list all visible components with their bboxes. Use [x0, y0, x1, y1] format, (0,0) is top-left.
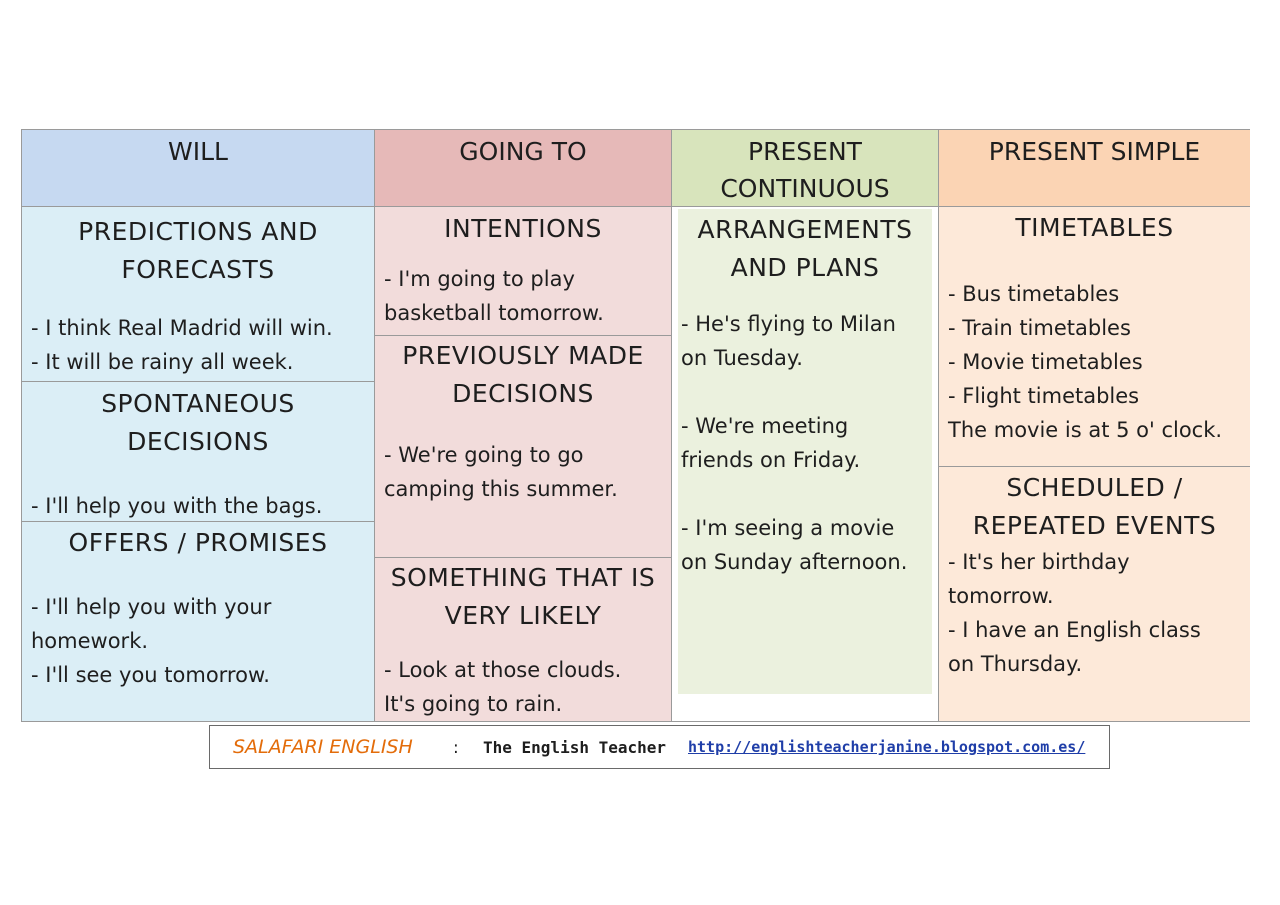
example-line: - I'll see you tomorrow. — [31, 663, 270, 687]
section-title: ARRANGEMENTS AND PLANS — [697, 215, 913, 282]
example-line: - I think Real Madrid will win. — [31, 316, 333, 340]
header-going-to: GOING TO — [375, 130, 671, 207]
example-line: - I have an English class — [948, 618, 1201, 642]
footer-credit — [209, 725, 1110, 769]
section-previously-made — [375, 335, 671, 557]
blog-link[interactable]: http://englishteacherjanine.blogspot.com.es/ — [688, 738, 1086, 756]
example-line: - I'll help you with your — [31, 595, 272, 619]
column-present-continuous — [671, 130, 938, 721]
section-title: SOMETHING THAT IS VERY LIKELY — [390, 563, 656, 630]
example-line: - We're going to go — [384, 443, 584, 467]
example-line: on Thursday. — [948, 652, 1083, 676]
example-line: - It's her birthday — [948, 550, 1130, 574]
example-line: - Train timetables — [948, 316, 1131, 340]
present-continuous-panel — [678, 209, 932, 694]
section-title: SCHEDULED / REPEATED EVENTS — [972, 473, 1217, 540]
example-line: - I'm going to play — [384, 267, 575, 291]
example-line: - I'll help you with the bags. — [31, 494, 323, 518]
brand-name: SALAFARI ENGLISH — [233, 736, 413, 758]
example-line: on Tuesday. — [681, 346, 803, 370]
example-line: - We're meeting — [681, 414, 849, 438]
example-line: homework. — [31, 629, 149, 653]
section-offers-promises — [22, 521, 374, 721]
example-line: The movie is at 5 o' clock. — [948, 418, 1223, 442]
section-title: PREVIOUSLY MADE DECISIONS — [402, 341, 644, 408]
example-line: - It will be rainy all week. — [31, 350, 294, 374]
section-scheduled-events — [939, 466, 1250, 721]
example-line: - I'm seeing a movie — [681, 516, 895, 540]
tenses-table — [21, 129, 1250, 722]
section-spontaneous — [22, 381, 374, 521]
header-present-continuous: PRESENT CONTINUOUS — [672, 130, 938, 207]
example-line: - Movie timetables — [948, 350, 1143, 374]
column-present-simple — [938, 130, 1250, 721]
header-will: WILL — [22, 130, 374, 207]
example-line: friends on Friday. — [681, 448, 861, 472]
section-timetables — [939, 207, 1250, 466]
brand-separator: : — [453, 738, 459, 758]
example-line: tomorrow. — [948, 584, 1054, 608]
section-title: OFFERS / PROMISES — [68, 528, 328, 557]
example-line: basketball tomorrow. — [384, 301, 604, 325]
column-going-to — [374, 130, 671, 721]
example-line: on Sunday afternoon. — [681, 550, 908, 574]
column-will — [22, 130, 374, 721]
section-title: INTENTIONS — [444, 214, 602, 243]
teacher-label: The English Teacher — [483, 738, 667, 757]
example-line: - Look at those clouds. — [384, 658, 622, 682]
header-present-simple: PRESENT SIMPLE — [939, 130, 1250, 207]
example-line: - He's flying to Milan — [681, 312, 896, 336]
example-line: camping this summer. — [384, 477, 618, 501]
example-line: It's going to rain. — [384, 692, 563, 716]
section-title: TIMETABLES — [1015, 213, 1174, 242]
section-title: SPONTANEOUS DECISIONS — [101, 389, 295, 456]
section-intentions — [375, 207, 671, 335]
section-very-likely — [375, 557, 671, 721]
example-line: - Bus timetables — [948, 282, 1120, 306]
section-title: PREDICTIONS AND FORECASTS — [78, 217, 318, 284]
section-predictions — [22, 207, 374, 381]
example-line: - Flight timetables — [948, 384, 1140, 408]
